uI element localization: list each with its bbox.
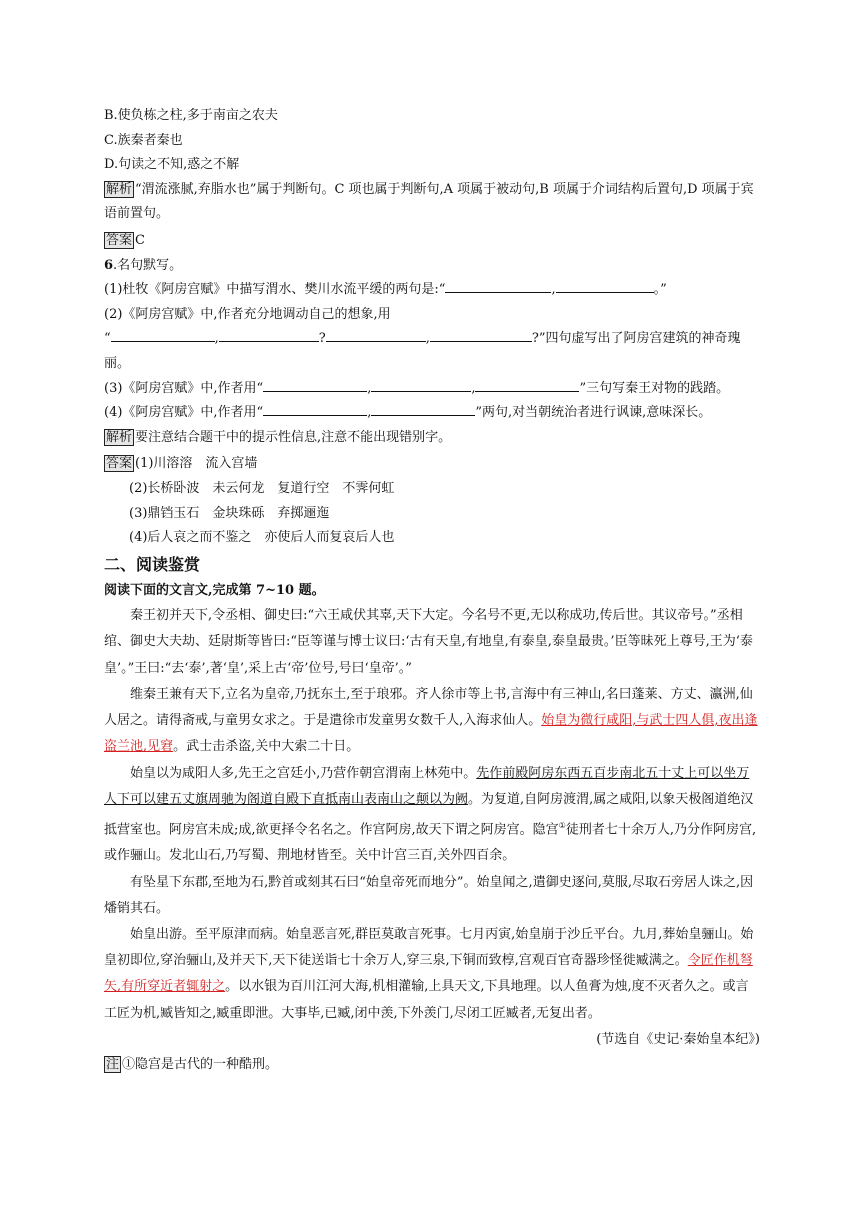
q5-analysis-text: “渭流涨腻,弃脂水也”属于判断句。C 项也属于判断句,A 项属于被动句,B 项属于介词结构后置句,D 项属于宾语前置句。 [104, 181, 754, 222]
passage-paragraph-4: 有坠星下东郡,至地为石,黔首或刻其石曰“始皇帝死而地分”。始皇闻之,遣御史逐问,莫服,尽取石旁居人诛之,因燔销其石。 [104, 874, 754, 916]
q6-item-4 [104, 401, 760, 426]
p3-text: 始皇以为咸阳人多,先王之宫廷小,乃营作朝宫渭南上林苑中。 [130, 765, 477, 781]
comma: , [214, 331, 219, 347]
q6-item-4-text: (4)《阿房宫赋》中,作者用“ [104, 405, 264, 421]
answer-blank [111, 328, 215, 342]
answer-label: 答案 [106, 232, 133, 248]
comma: , [425, 331, 430, 347]
p5-text: 始皇出游。至平原津而病。始皇恶言死,群臣莫敢言死事。七月丙寅,始皇崩于沙丘平台。九月,葬始皇骊山。始皇初即位,穿治骊山,及并天下,天下徒送诣七十余万人,穿三泉,下铜而致椁,宫观百官奇器珍怪徙臧满之。 [104, 927, 754, 969]
comma: , [471, 380, 476, 396]
footnote [104, 1053, 760, 1078]
p2-text: 维秦王兼有天下,立名为皇帝,乃抚东土,至于琅邪。齐人徐市等上书,言海中有三神山,名曰蓬莱、方丈、瀛洲,仙人居之。请得斋戒,与童男女求之。于是遣徐市发童男女数千人,入海求仙人。 [104, 686, 753, 729]
q6-item-1-end: 。” [653, 282, 667, 298]
answer-blank [475, 378, 579, 392]
q6-answer-1: (1)川溶溶 流入宫墙 [135, 456, 258, 472]
q6-number: 6 [104, 257, 114, 273]
q6-item-4-end: ”两句,对当朝统治者进行讽谏,意味深长。 [475, 405, 712, 421]
question-mark: ? [318, 331, 326, 347]
q6-answer-4: (4)后人哀之而不鉴之 亦使后人而复哀后人也 [129, 530, 395, 546]
comma: , [551, 282, 556, 298]
note-label: 注 [106, 1056, 120, 1072]
footnote-marker: ① [558, 820, 566, 830]
underlined-sentence: 先作前殿阿房东西五百步南北五十丈上可以坐万人下可以建五丈旗周驰为阁道自殿下直抵南山表南山之颠以为阙 [104, 765, 750, 807]
q6-item-2: (2)《阿房宫赋》中,作者充分地调动自己的想象,用 [104, 306, 391, 322]
passage-paragraph-5 [104, 922, 760, 1027]
answer-blank [371, 402, 475, 416]
q6-analysis [104, 426, 760, 451]
q6-answer-2: (2)长桥卧波 未云何龙 复道行空 不霁何虹 [129, 480, 395, 496]
q6-title [104, 254, 760, 279]
reading-instruction: 阅读下面的文言文,完成第 7~10 题。 [104, 582, 325, 598]
q6-item-3-text: (3)《阿房宫赋》中,作者用“ [104, 380, 264, 396]
analysis-label: 解析 [106, 429, 133, 445]
answer-blank [219, 328, 319, 342]
document-page [104, 104, 760, 1077]
footnote-text: ①隐宫是古代的一种酷刑。 [122, 1056, 279, 1072]
answer-blank [326, 328, 426, 342]
q6-analysis-text: 要注意结合题干中的提示性信息,注意不能出现错别字。 [135, 429, 452, 445]
answer-blank [263, 378, 367, 392]
p2-text-end: 。武士击杀盗,关中大索二十日。 [173, 739, 360, 755]
answer-blank [430, 328, 532, 342]
q6-item-2-end: ?”四句虚写出了阿房宫建筑的神奇瑰 [531, 331, 741, 347]
p5-text-end: 。以水银为百川江河大海,机相灌输,上具天文,下具地理。以人鱼膏为烛,度不灭者久之。或言工匠为机,臧皆知之,臧重即泄。大事毕,已臧,闭中羡,下外羡门,尽闭工匠臧者,无复出者。 [104, 979, 749, 1021]
passage-paragraph-2 [104, 682, 760, 761]
q5-option-b: B.使负栋之柱,多于南亩之农夫 [104, 108, 278, 123]
comma: , [367, 380, 372, 396]
q5-analysis [104, 178, 760, 227]
q6-answer-3: (3)鼎铛玉石 金块珠砾 弃掷逦迤 [129, 505, 330, 521]
q5-answer [104, 229, 760, 254]
q6-item-3-end: ”三句写秦王对物的践踏。 [579, 380, 730, 396]
p3-text-mid: 。为复道,自阿房渡渭,属之咸阳,以象天极阁道绝汉抵营室也。阿房宫未成;成,欲更择令名名之。作宫阿房,故天下谓之阿房宫。隐宫 [104, 791, 754, 838]
q6-item-1 [104, 278, 760, 303]
red-underlined-sentence: 令匠作机弩矢,有所穿近者辄射之 [104, 953, 753, 995]
p3-text-end: 徒刑者七十余万人,乃分作阿房宫,或作骊山。发北山石,乃写蜀、荆地材皆至。关中计宫三百,关外四百余。 [104, 822, 757, 864]
analysis-label: 解析 [106, 181, 133, 197]
passage-paragraph-3 [104, 761, 760, 870]
open-quote: “ [104, 331, 111, 347]
answer-blank [556, 279, 654, 293]
q6-answer [104, 452, 760, 477]
source-citation: (节选自《史记·秦始皇本纪》) [596, 1031, 760, 1047]
answer-blank [445, 279, 551, 293]
passage-paragraph-1: 秦王初并天下,令丞相、御史曰:“六王咸伏其辜,天下大定。今名号不更,无以称成功,传后世。其议帝号。”丞相绾、御史大夫劫、廷尉斯等皆曰:“臣等谨与博士议曰:‘古有天皇,有地皇,有泰皇,泰皇最贵。’臣等昧死上尊号,王为‘泰皇’。”王曰:“去‘泰’,著‘皇’,采上古‘帝’位号,号曰‘皇帝’。” [104, 608, 753, 676]
q6-item-3 [104, 377, 760, 402]
answer-blank [263, 402, 367, 416]
q5-option-d: D.句读之不知,惑之不解 [104, 157, 240, 173]
q5-option-c: C.族秦者秦也 [104, 132, 183, 148]
red-underlined-sentence: 始皇为微行咸阳,与武士四人俱,夜出逢盗兰池,见窘 [104, 713, 758, 755]
answer-blank [371, 378, 471, 392]
q6-item-1-text: (1)杜牧《阿房宫赋》中描写渭水、樊川水流平缓的两句是:“ [104, 282, 446, 298]
q6-item-2-blanks [104, 327, 760, 352]
answer-label: 答案 [106, 456, 133, 472]
section-heading: 二、阅读鉴赏 [104, 554, 201, 574]
q5-answer-text: C [135, 232, 145, 248]
q6-item-2-tail: 丽。 [104, 355, 131, 371]
q6-title-text: .名句默写。 [113, 257, 183, 273]
comma: , [367, 405, 372, 421]
